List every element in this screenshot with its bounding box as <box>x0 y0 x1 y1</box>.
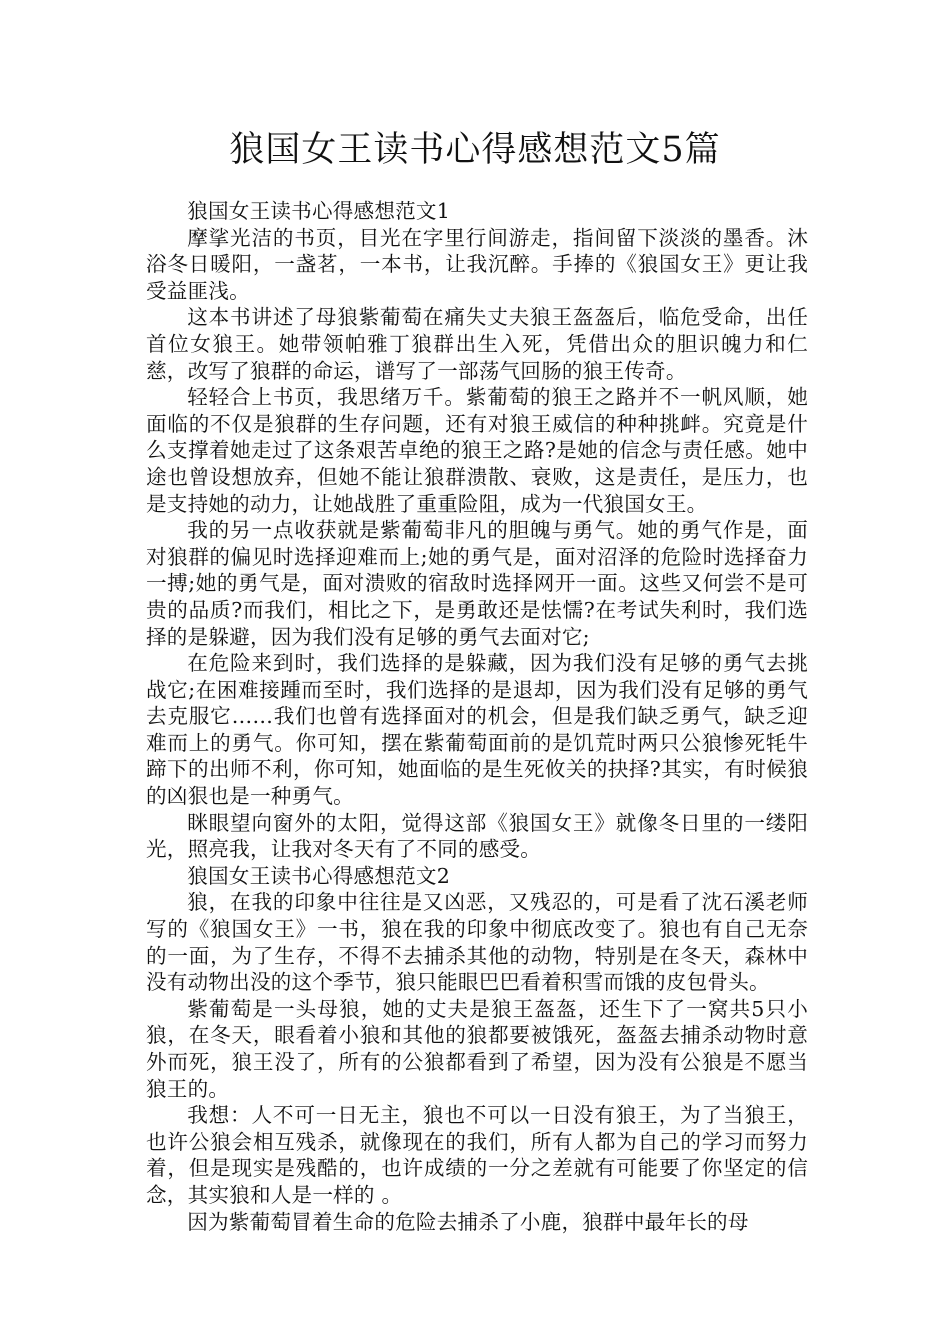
paragraph: 摩挲光洁的书页，目光在字里行间游走，指间留下淡淡的墨香。沐浴冬日暖阳，一盏茗，一本书，让我沉醉。手捧的《狼国女王》更让我受益匪浅。 <box>146 225 808 303</box>
paragraph: 我想：人不可一日无主，狼也不可以一日没有狼王，为了当狼王，也许公狼会相互残杀，就像现在的我们，所有人都为自己的学习而努力着，但是现实是残酷的，也许成绩的一分之差就有可能要了你坚定的信念，其实狼和人是一样的 。 <box>146 1103 808 1207</box>
document-title: 狼国女王读书心得感想范文5篇 <box>229 130 721 170</box>
paragraph: 在危险来到时，我们选择的是躲藏，因为我们没有足够的勇气去挑战它;在困难接踵而至时，我们选择的是退却，因为我们没有足够的勇气去克服它……我们也曾有选择面对的机会，但是我们缺乏勇气，缺乏迎难而上的勇气。你可知，摆在紫葡萄面前的是饥荒时两只公狼惨死牦牛蹄下的出师不利，你可知，她面临的是生死攸关的抉择?其实，有时候狼的凶狠也是一种勇气。 <box>146 651 808 809</box>
document-body <box>146 198 808 1235</box>
paragraph: 狼，在我的印象中往往是又凶恶，又残忍的，可是看了沈石溪老师写的《狼国女王》一书，狼在我的印象中彻底改变了。狼也有自己无奈的一面，为了生存，不得不去捕杀其他的动物，特别是在冬天，森林中没有动物出没的这个季节，狼只能眼巴巴看着积雪而饿的皮包骨头。 <box>146 890 808 995</box>
paragraph: 眯眼望向窗外的太阳，觉得这部《狼国女王》就像冬日里的一缕阳光，照亮我，让我对冬天有了不同的感受。 <box>146 810 808 862</box>
paragraph: 紫葡萄是一头母狼，她的丈夫是狼王盔盔，还生下了一窝共5只小狼，在冬天，眼看着小狼和其他的狼都要被饿死，盔盔去捕杀动物时意外而死，狼王没了，所有的公狼都看到了希望，因为没有公狼是不愿当狼王的。 <box>146 996 808 1101</box>
paragraph: 因为紫葡萄冒着生命的危险去捕杀了小鹿，狼群中最年长的母 <box>187 1209 749 1234</box>
section-heading-1: 狼国女王读书心得感想范文1 <box>187 199 451 223</box>
paragraph: 我的另一点收获就是紫葡萄非凡的胆魄与勇气。她的勇气作是，面对狼群的偏见时选择迎难而上;她的勇气是，面对沼泽的危险时选择奋力一搏;她的勇气是，面对溃败的宿敌时选择网开一面。这些又何尝不是可贵的品质?而我们，相比之下，是勇敢还是怯懦?在考试失利时，我们选择的是躲避，因为我们没有足够的勇气去面对它; <box>146 518 808 649</box>
paragraph: 轻轻合上书页，我思绪万千。紫葡萄的狼王之路并不一帆风顺，她面临的不仅是狼群的生存问题，还有对狼王威信的种种挑衅。究竟是什么支撑着她走过了这条艰苦卓绝的狼王之路?是她的信念与责任感。她中途也曾设想放弃，但她不能让狼群溃散、衰败，这是责任，是压力，也是支持她的动力，让她战胜了重重险阻，成为一代狼国女王。 <box>146 385 808 516</box>
paragraph: 这本书讲述了母狼紫葡萄在痛失丈夫狼王盔盔后，临危受命，出任首位女狼王。她带领帕雅丁狼群出生入死，凭借出众的胆识魄力和仁慈，改写了狼群的命运，谱写了一部荡气回肠的狼王传奇。 <box>146 305 808 383</box>
section-heading-2: 狼国女王读书心得感想范文2 <box>187 863 451 888</box>
